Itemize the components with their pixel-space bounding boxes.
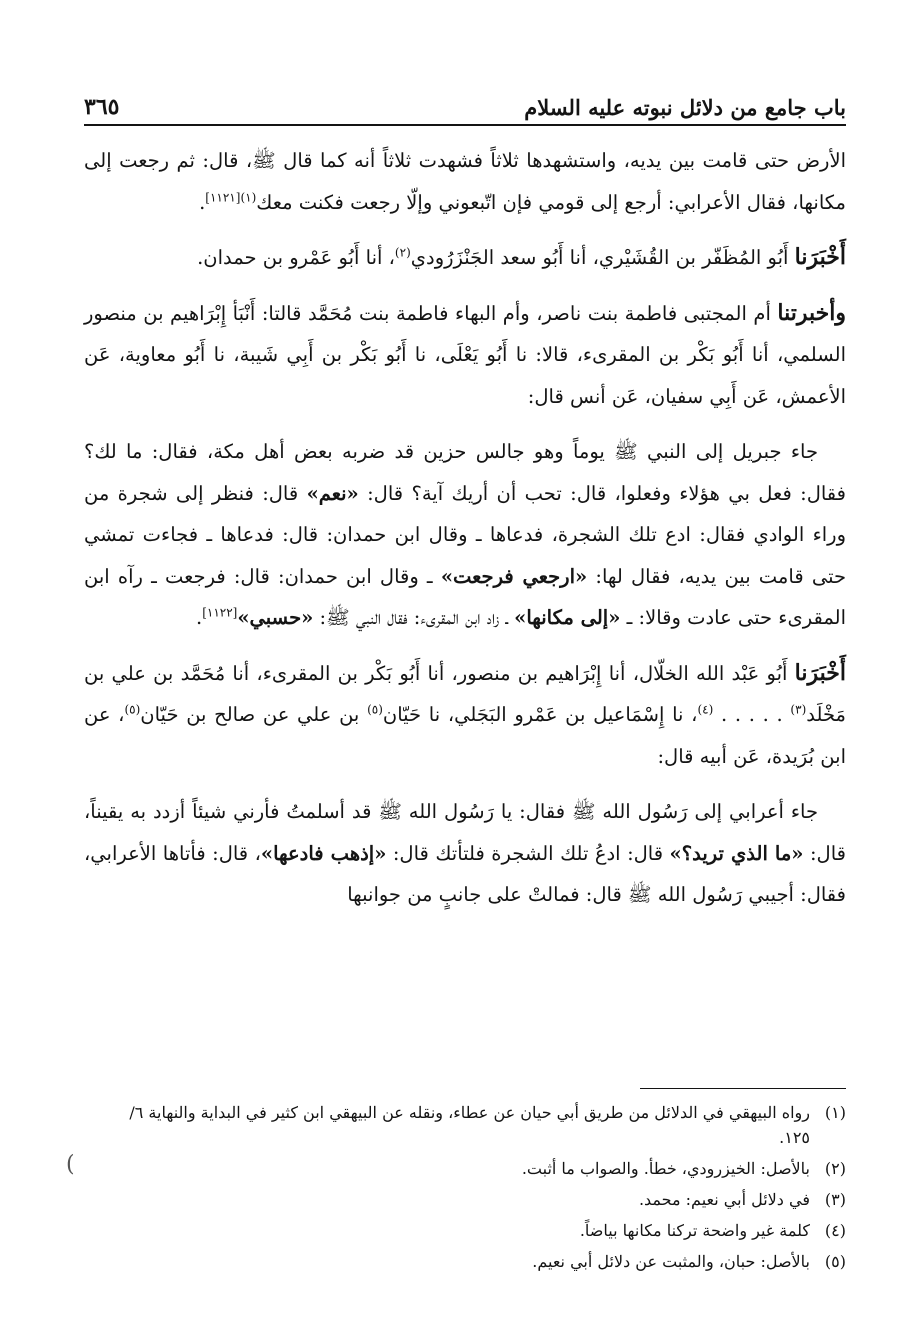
footnote-text: رواه البيهقي في الدلائل من طريق أبي حيان عن عطاء، ونقله عن البيهقي ابن كثير في البداية والنهاية ٦/ ١٢٥. bbox=[129, 1103, 810, 1147]
footnote-marker: (٥) bbox=[124, 702, 141, 717]
page-header bbox=[84, 80, 846, 120]
margin-mark: ( bbox=[66, 1152, 75, 1177]
footnote-number: (١) bbox=[824, 1103, 846, 1122]
footnote-marker: (٥) bbox=[367, 702, 383, 717]
footnote-text: كلمة غير واضحة تركنا مكانها بياضاً. bbox=[579, 1221, 810, 1240]
header-rule bbox=[84, 124, 846, 126]
page-number: ٣٦٥ bbox=[84, 94, 120, 120]
footnote-text: في دلائل أبي نعيم: محمد. bbox=[638, 1190, 810, 1209]
quote-bold: «نعم» bbox=[306, 481, 359, 505]
footnote-number: (٥) bbox=[824, 1252, 846, 1271]
footnote-2 bbox=[96, 1156, 846, 1181]
footnote-1 bbox=[96, 1100, 846, 1150]
footnote-number: (٢) bbox=[824, 1159, 846, 1178]
footnote-rule bbox=[640, 1088, 846, 1089]
footnote-4 bbox=[96, 1218, 846, 1243]
footnote-marker: (٤) bbox=[697, 702, 714, 717]
chain-lead: أَخْبَرَنا bbox=[794, 659, 846, 686]
paragraph-4: جاء جبريل إلى النبي ﷺ يوماً وهو جالس حزين قد ضربه بعض أهل مكة، فقال: ما لك؟ فقال: فعل بي هؤلاء وفعلوا، قال: تحب أن أريك آية؟ قال: «نعم» قال: فنظر إلى شجرة من وراء الوادي فقال: ادع تلك الشجرة، فدعاها ـ وقال ابن حمدان: قال: فدعاها ـ فجاءت تمشي حتى قامت بين يديه، فقال لها: «ارجعي فرجعت» ـ وقال ابن حمدان: قال: فرجعت ـ رآه ابن المقرىء حتى عادت وقالا: ـ «إلى مكانها» ـ زاد ابن المقرىء: فقال النبي ﷺ: «حسبي»[١١٢٢]. bbox=[84, 440, 847, 629]
footnote-3 bbox=[96, 1187, 846, 1212]
paragraph-6: جاء أعرابي إلى رَسُول الله ﷺ فقال: يا رَسُول الله ﷺ قد أسلمتُ فأرني شيئاً أزدد به يقيناً، قال: «ما الذي تريد؟» قال: ادعُ تلك الشجرة فلتأتك قال: «إذهب فادعها»، قال: فأتاها الأعرابي، فقال: أجيبي رَسُول الله ﷺ قال: فمالتْ على جانبٍ من جوانبها bbox=[84, 800, 846, 906]
chain-lead: وأخبرتنا bbox=[777, 299, 846, 326]
paragraph-1: الأرض حتى قامت بين يديه، واستشهدها ثلاثاً فشهدت ثلاثاً أنه كما قال ﷺ، قال: ثم رجعت إلى مكانها، فقال الأعرابي: أرجع إلى قومي فإن اتّبعوني وإلّا رجعت فكنت معك$^{(١)[١١٢١]}$. bbox=[84, 149, 846, 214]
paragraph-3: وأخبرتنا أم المجتبى فاطمة بنت ناصر، وأم البهاء فاطمة بنت مُحَمَّد قالتا: أَنْبَأ إِبْرَاهيم بن منصور السلمي، أنا أَبُو بَكْر بن المقرىء، قالا: نا أَبُو يَعْلَى، نا أَبُو بَكْر بن أَبِي شَيبة، نا أَبُو معاوية، عَن الأعمش، عَن أَبِي سفيان، عَن أنس قال: bbox=[84, 299, 846, 408]
quote-bold: «ما الذي تريد؟» bbox=[669, 841, 804, 865]
footnote-number: (٣) bbox=[824, 1190, 846, 1209]
footnote-number: (٤) bbox=[824, 1221, 846, 1240]
running-title: باب جامع من دلائل نبوته عليه السلام bbox=[524, 95, 846, 120]
hadith-number: [١١٢٢] bbox=[202, 605, 238, 620]
hadith-number: [١١٢١] bbox=[205, 190, 241, 204]
quote-bold: «إذهب فادعها» bbox=[260, 841, 387, 865]
main-text bbox=[84, 140, 846, 916]
quote-bold: «حسبي» bbox=[237, 606, 314, 629]
footnote-text: بالأصل: الخيزرودي، خطأ. والصواب ما أثبت. bbox=[521, 1159, 810, 1178]
footnote-marker: (١) bbox=[240, 190, 257, 204]
quote-bold: «إلى مكانها» bbox=[514, 606, 621, 629]
footnote-5 bbox=[96, 1249, 846, 1274]
quote-bold: «ارجعي فرجعت» bbox=[440, 564, 588, 588]
paragraph-5: أَخْبَرَنا أَبُو عَبْد الله الخلّال، أنا إِبْرَاهيم بن منصور، أنا أَبُو بَكْر بن المقرىء، أنا مُحَمَّد بن علي بن مَخْلَد$^{(٣)}$ . . . . . $^{(٤)}$، نا إِسْمَاعيل بن عَمْرو البَجَلي، نا حَيّان$^{(٥)}$ بن علي عن صالح بن حَيّان$^{(٥)}$، عن ابن بُرَيدة، عَن أبيه قال: bbox=[84, 659, 846, 768]
footnotes bbox=[96, 1100, 846, 1280]
footnote-text: بالأصل: حبان، والمثبت عن دلائل أبي نعيم. bbox=[532, 1252, 810, 1271]
footnote-marker: (٣) bbox=[790, 702, 807, 717]
footnote-marker: (٢) bbox=[394, 245, 411, 260]
chain-lead: أَخْبَرَنا bbox=[794, 244, 846, 270]
paragraph-2: أَخْبَرَنا أَبُو المُظَفّر بن القُشَيْري، أنا أَبُو سعد الجَنْزَرُودي$^{(٢)}$، أنا أَبُو عَمْرو بن حمدان. bbox=[197, 244, 846, 270]
